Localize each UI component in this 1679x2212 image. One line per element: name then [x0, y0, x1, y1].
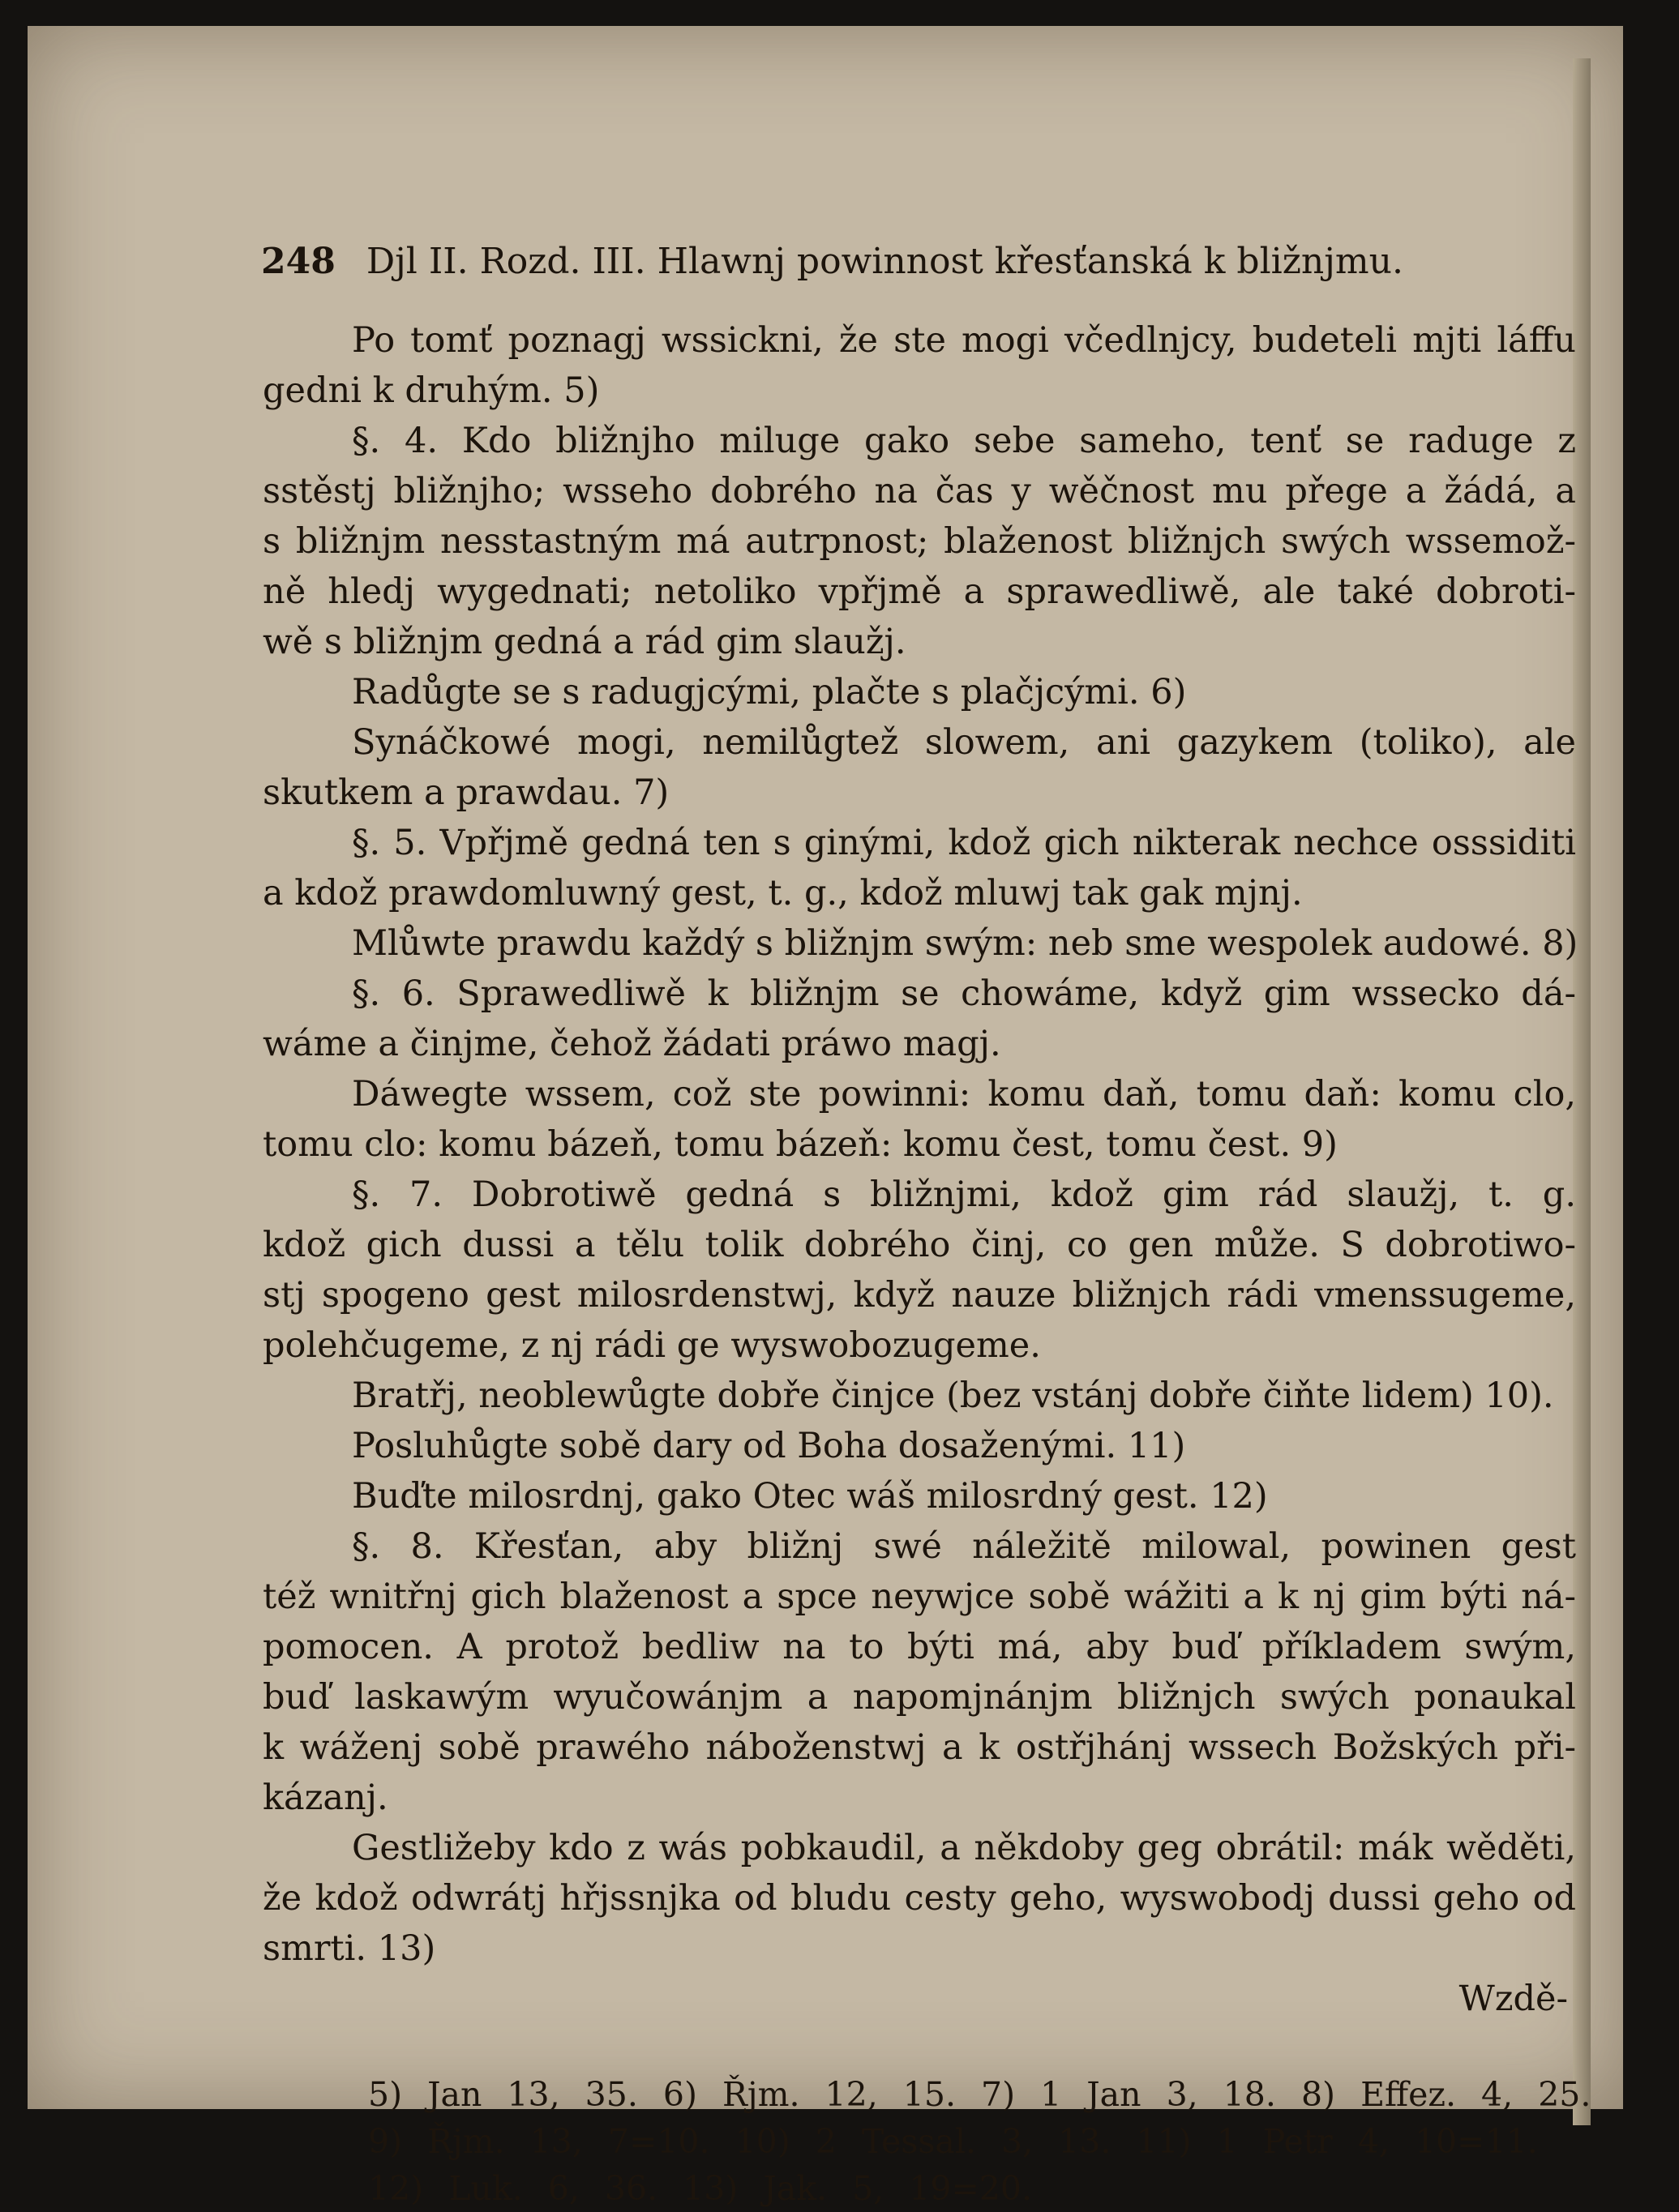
text-line: §. 4. Kdo bližnjho miluge gako sebe sameho, tenť se raduge z: [352, 421, 1576, 461]
text-line: že kdož odwrátj hřjssnjka od bludu cesty geho, wyswobodj dussi geho od: [263, 1878, 1576, 1919]
text-line: §. 6. Sprawedliwě k bližnjm se chowáme, když gim wssecko dá-: [352, 973, 1576, 1014]
chapter-heading: Djl II. Rozd. III. Hlawnj powinnost křesťanská k bližnjmu.: [366, 241, 1403, 282]
text-line: skutkem a prawdau. 7): [263, 772, 670, 813]
footnote-line: 12) Luk. 6, 36. 13) Jak. 5, 19=20.: [368, 2169, 1032, 2208]
book-page: [28, 26, 1623, 2208]
text-line: stj spogeno gest milosrdenstwj, když nauze bližnjch rádi vmenssugeme,: [263, 1275, 1576, 1316]
text-line: tomu clo: komu bázeň, tomu bázeň: komu čest, tomu čest. 9): [263, 1124, 1338, 1165]
text-line: k wáženj sobě prawého náboženstwj a k ostřjhánj wssech Božských při-: [263, 1727, 1576, 1768]
text-line: buď laskawým wyučowánjm a napomjnánjm bližnjch swých ponaukal: [263, 1677, 1576, 1718]
text-line: §. 5. Vpřjmě gedná ten s ginými, kdož gich nikterak nechce osssiditi: [352, 823, 1576, 863]
text-line: Buďte milosrdnj, gako Otec wáš milosrdný gest. 12): [352, 1476, 1268, 1517]
running-head: [261, 241, 1576, 315]
text-line: gedni k druhým. 5): [263, 370, 600, 411]
text-line: wáme a činjme, čehož žádati práwo magj.: [263, 1024, 1001, 1064]
text-line: Mlůwte prawdu každý s bližnjm swým: neb sme wespolek audowé. 8): [352, 923, 1578, 964]
footnote-line: 9) Řjm. 13, 7=10. 10) 2 Tessal. 3, 13. 11) 1 Petr 4, 10=11.: [368, 2122, 1538, 2161]
text-line: a kdož prawdomluwný gest, t. g., kdož mluwj tak gak mjnj.: [263, 873, 1303, 913]
text-line: ně hledj wygednati; netoliko vpřjmě a sprawedliwě, ale také dobroti-: [263, 571, 1576, 612]
text-line: Po tomť poznagj wssickni, že ste mogi včedlnjcy, budeteli mjti láffu: [352, 320, 1576, 361]
text-block: [261, 241, 1591, 2212]
text-line: Posluhůgte sobě dary od Boha dosaženými. 11): [352, 1426, 1186, 1466]
catchword: Wzdě-: [1458, 1979, 1568, 2019]
text-line: pomocen. A protož bedliw na to býti má, aby buď příkladem swým,: [263, 1627, 1576, 1667]
text-line: kázanj.: [263, 1778, 388, 1818]
text-line: též wnitřnj gich blaženost a spce neywjce sobě wážiti a k nj gim býti ná-: [263, 1577, 1576, 1617]
text-line: Dáwegte wssem, což ste powinni: komu daň, tomu daň: komu clo,: [352, 1074, 1576, 1115]
page-number: 248: [261, 241, 336, 282]
text-line: §. 7. Dobrotiwě gedná s bližnjmi, kdož gim rád slaužj, t. g.: [352, 1174, 1576, 1215]
text-line: Gestližeby kdo z wás pobkaudil, a někdoby geg obrátil: mák wěděti,: [352, 1828, 1576, 1868]
text-line: Radůgte se s radugjcými, plačte s plačjcými. 6): [352, 672, 1187, 712]
text-line: Synáčkowé mogi, nemilůgtež slowem, ani gazykem (toliko), ale: [352, 722, 1576, 763]
text-line: polehčugeme, z nj rádi ge wyswobozugeme.: [263, 1325, 1041, 1366]
text-line: s bližnjm nesstastným má autrpnost; blaženost bližnjch swých wssemož-: [263, 521, 1576, 562]
text-line: smrti. 13): [263, 1928, 436, 1969]
text-line: sstěstj bližnjho; wsseho dobrého na čas y wěčnost mu přege a žádá, a: [263, 471, 1576, 511]
text-line: §. 8. Křesťan, aby bližnj swé náležitě milowal, powinen gest: [352, 1526, 1576, 1567]
text-line: kdož gich dussi a tělu tolik dobrého činj, co gen může. S dobrotiwo-: [263, 1225, 1576, 1265]
text-line: Bratřj, neoblewůgte dobře činjce (bez vstánj dobře čiňte lidem) 10).: [352, 1376, 1554, 1416]
text-line: wě s bližnjm gedná a rád gim slaužj.: [263, 622, 906, 662]
footnotes: [263, 2071, 1591, 2212]
footnote-line: 5) Jan 13, 35. 6) Řjm. 12, 15. 7) 1 Jan 3, 18. 8) Effez. 4, 25.: [368, 2075, 1591, 2114]
